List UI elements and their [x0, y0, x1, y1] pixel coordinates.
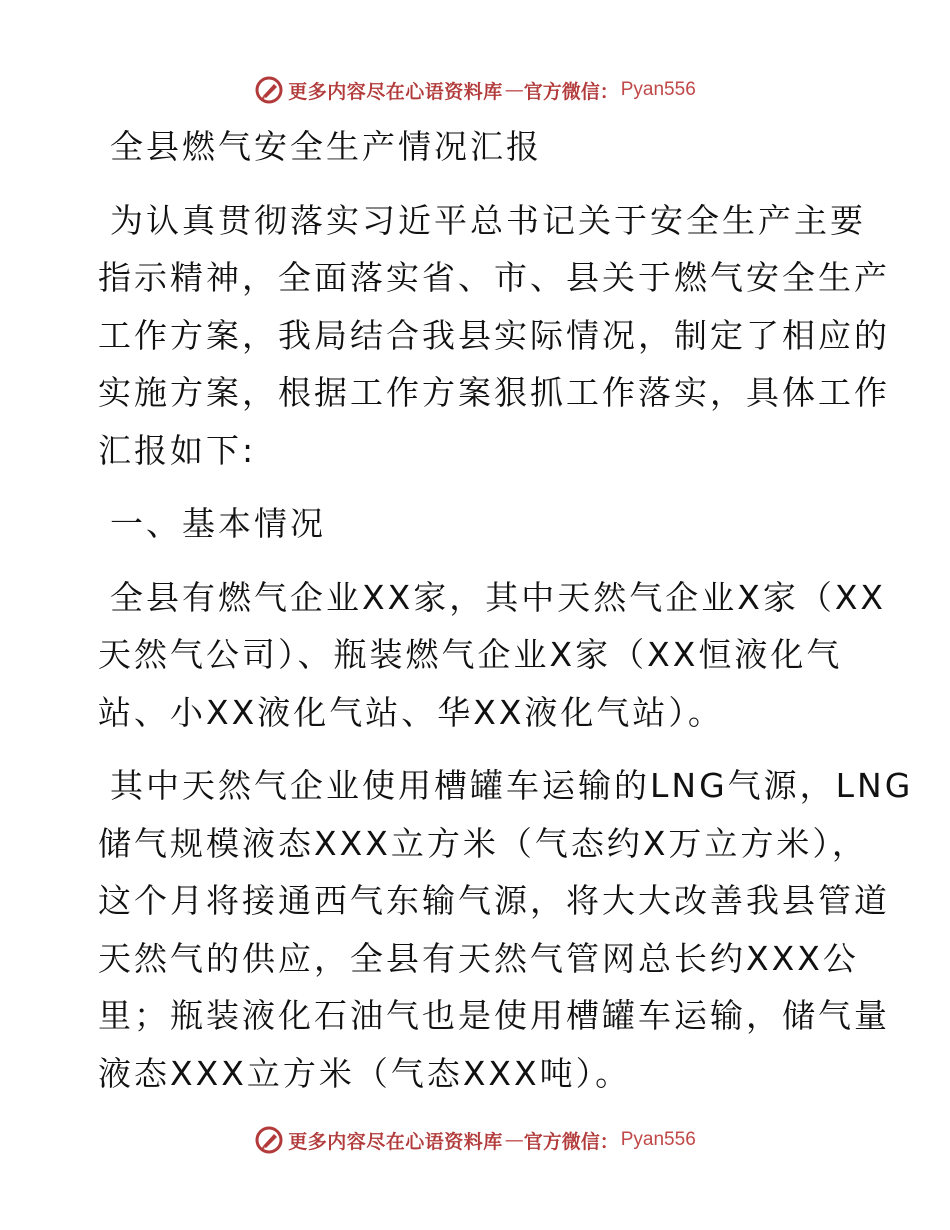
watermark-text: 更多内容尽在心语资料库 — [288, 80, 503, 103]
intro-paragraph — [98, 192, 890, 480]
section-heading: 一、基本情况 — [110, 504, 326, 543]
paragraph-line: 全县有燃气企业XX家，其中天然气企业X家（XX — [110, 577, 887, 617]
paragraph-line: 液态XXX立方米（气态XXX吨）。 — [98, 1053, 632, 1093]
header-watermark — [0, 70, 950, 110]
paragraph-line: 实施方案，根据工作方案狠抓工作落实，具体工作 — [98, 373, 890, 412]
paragraph-line: 为认真贯彻落实习近平总书记关于安全生产主要 — [110, 200, 866, 240]
paragraph-line: 天然气公司）、瓶装燃气企业X家（XX恒液化气 — [98, 635, 843, 674]
watermark-wechat-id: Pyan556 — [620, 1129, 696, 1150]
footer-watermark — [0, 1120, 950, 1160]
watermark-dash: — — [504, 1129, 524, 1151]
paragraph-line: 储气规模液态XXX立方米（气态约X万立方米）， — [98, 823, 868, 863]
basic-info-paragraph — [98, 569, 887, 742]
watermark-official-label: 官方微信： — [523, 1130, 619, 1153]
watermark-dash: — — [504, 79, 524, 101]
paragraph-line: 天然气的供应，全县有天然气管网总长约XXX公 — [98, 938, 859, 978]
gas-source-paragraph — [98, 757, 914, 1102]
paragraph-line: 工作方案，我局结合我县实际情况，制定了相应的 — [98, 315, 890, 355]
paragraph-line: 这个月将接通西气东输气源，将大大改善我县管道 — [98, 881, 890, 920]
paragraph-line: 其中天然气企业使用槽罐车运输的LNG气源，LNG — [110, 766, 914, 805]
watermark-official-label: 官方微信： — [523, 80, 619, 103]
paragraph-line: 汇报如下: — [98, 430, 257, 470]
pen-logo-icon — [254, 75, 284, 105]
pen-logo-icon — [254, 1125, 284, 1155]
watermark-text: 更多内容尽在心语资料库 — [288, 1130, 503, 1153]
document-title: 全县燃气安全生产情况汇报 — [110, 127, 542, 166]
document-body — [98, 118, 914, 1102]
paragraph-line: 里；瓶装液化石油气也是使用槽罐车运输，储气量 — [98, 996, 890, 1035]
watermark-wechat-id: Pyan556 — [620, 79, 696, 100]
paragraph-line: 站、小XX液化气站、华XX液化气站）。 — [98, 692, 724, 732]
paragraph-line: 指示精神，全面落实省、市、县关于燃气安全生产 — [98, 258, 890, 297]
